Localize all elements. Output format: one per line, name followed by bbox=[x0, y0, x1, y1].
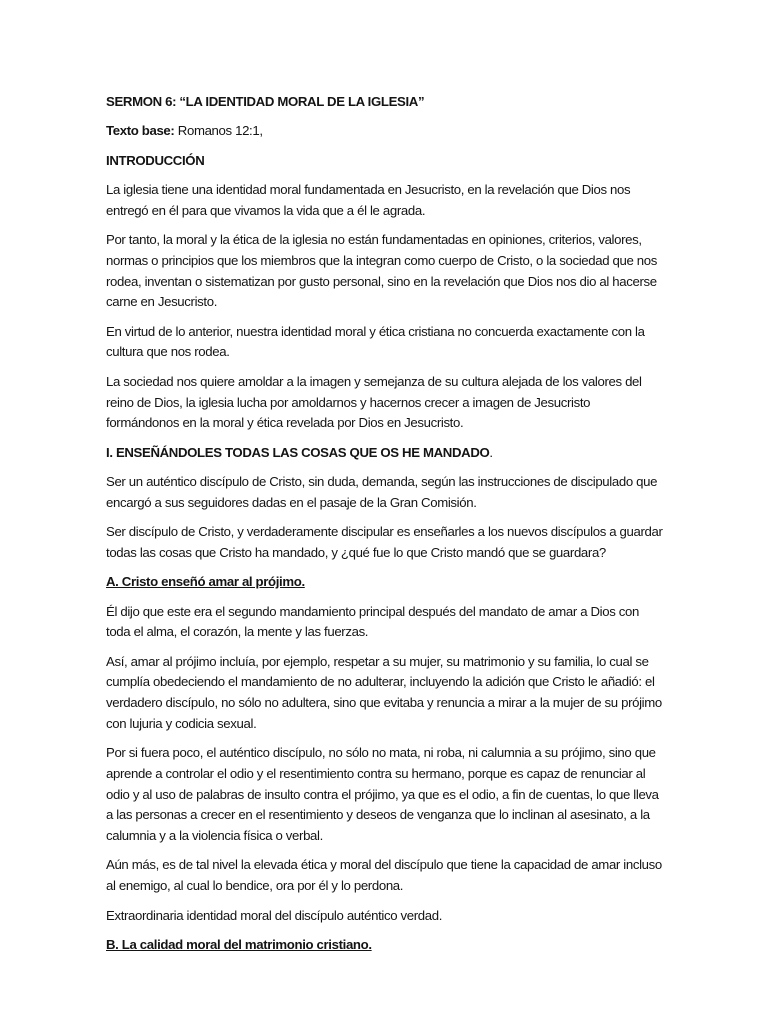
section-1-heading-line bbox=[106, 443, 666, 464]
base-text-value: Romanos 12:1, bbox=[174, 123, 263, 139]
sermon-title: SERMON 6: “LA IDENTIDAD MORAL DE LA IGLESIA” bbox=[106, 94, 425, 109]
paragraph: La sociedad nos quiere amoldar a la imagen y semejanza de su cultura alejada de los valores del reino de Dios, la iglesia lucha por amoldarnos y hacernos crecer a imagen de Jesucristo formándonos en la moral y ética revelada por Dios en Jesucristo. bbox=[106, 373, 642, 431]
paragraph: La iglesia tiene una identidad moral fundamentada en Jesucristo, en la revelación que Dios nos entregó en él para que vivamos la vida que a él le agrada. bbox=[106, 182, 631, 218]
section-1-heading-period: . bbox=[489, 444, 493, 460]
paragraph: Así, amar al prójimo incluía, por ejemplo, respetar a su mujer, su matrimonio y su familia, lo cual se cumplía obedeciendo el mandamiento de no adulterar, incluyendo la adición que Cristo le añadió: el verdadero discípulo, no sólo no adultera, sino que evitaba y renuncia a mirar a la mujer de su prójimo con lujuria y codicia sexual. bbox=[106, 653, 662, 731]
paragraph: Extraordinaria identidad moral del discípulo auténtico verdad. bbox=[106, 907, 443, 923]
paragraph: Por si fuera poco, el auténtico discípulo, no sólo no mata, ni roba, ni calumnia a su prójimo, sino que aprende a controlar el odio y el resentimiento contra su hermano, porque es capaz de renunciar al odio y al uso de palabras de insulto contra el prójimo, ya que es el odio, a fin de cuentas, lo que lleva a las personas a crecer en el resentimiento y deseos de venganza que lo inclinan al asesinato, a la calumnia y a la violencia física o verbal. bbox=[106, 745, 659, 844]
subsection-a-heading: A. Cristo enseñó amar al prójimo. bbox=[106, 574, 305, 590]
intro-heading: INTRODUCCIÓN bbox=[106, 152, 205, 168]
base-text-label: Texto base: bbox=[106, 123, 175, 139]
paragraph: Por tanto, la moral y la ética de la iglesia no están fundamentadas en opiniones, criterios, valores, normas o principios que los miembros que la integran como cuerpo de Cristo, o la sociedad que nos rodea, inventan o sistematizan por gusto personal, sino en la revelación que Dios nos dio al hacerse carne en Jesucristo. bbox=[106, 232, 658, 310]
paragraph: Ser un auténtico discípulo de Cristo, sin duda, demanda, según las instrucciones de discipulado que encargó a sus seguidores dadas en el pasaje de la Gran Comisión. bbox=[106, 474, 658, 510]
subsection-b-heading: B. La calidad moral del matrimonio cristiano. bbox=[106, 936, 372, 952]
base-text-line bbox=[106, 121, 666, 142]
paragraph: Aún más, es de tal nivel la elevada ética y moral del discípulo que tiene la capacidad de amar incluso al enemigo, al cual lo bendice, ora por él y lo perdona. bbox=[106, 857, 662, 894]
document-body bbox=[106, 92, 666, 964]
paragraph: En virtud de lo anterior, nuestra identidad moral y ética cristiana no concuerda exactamente con la cultura que nos rodea. bbox=[106, 323, 645, 360]
paragraph: Él dijo que este era el segundo mandamiento principal después del mandato de amar a Dios con toda el alma, el corazón, la mente y las fuerzas. bbox=[106, 603, 640, 640]
section-1-heading: I. ENSEÑÁNDOLES TODAS LAS COSAS QUE OS HE MANDADO bbox=[106, 444, 490, 460]
paragraph: Ser discípulo de Cristo, y verdaderamente discipular es enseñarles a los nuevos discípulos a guardar todas las cosas que Cristo ha mandado, y ¿qué fue lo que Cristo mandó que se guardara? bbox=[106, 524, 663, 560]
